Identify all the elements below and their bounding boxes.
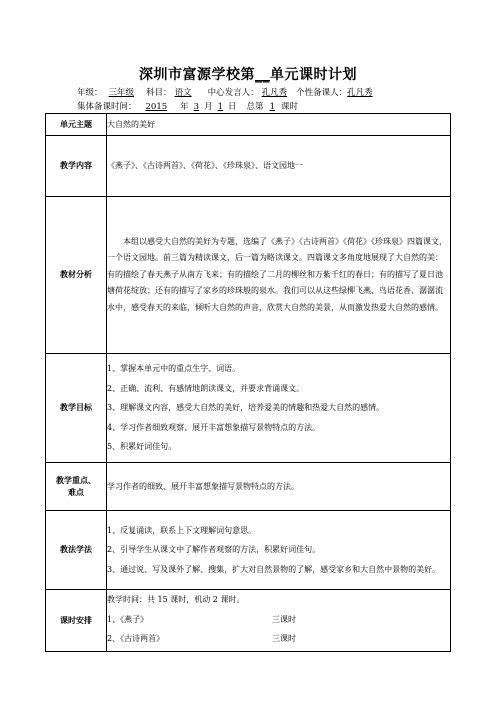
goal-item: 3、理解课文内容，感受大自然的美好，培养爱美的情趣和热爱大自然的感情。 xyxy=(107,403,385,413)
method-item: 1、反复诵读，联系上下文理解词句意思。 xyxy=(107,525,257,535)
year-value: 2015 xyxy=(145,102,168,112)
focus-label-line-2: 难点 xyxy=(68,487,84,497)
analysis-label: 教材分析 xyxy=(46,197,107,354)
preparer-label: 个性备课人： xyxy=(296,88,348,98)
day-value: 1 xyxy=(217,102,224,112)
subject-value: 语文 xyxy=(174,88,192,98)
speaker-label: 中心发言人： xyxy=(207,88,259,98)
time-label: 集体备课时间： xyxy=(77,102,137,112)
total-unit: 课时 xyxy=(280,102,298,112)
schedule-label: 课时安排 xyxy=(46,590,107,652)
title-prefix: 深圳市富源学校第 xyxy=(139,67,255,83)
schedule-intro: 教学时间：共 15 课时，机动 2 课时。 xyxy=(107,595,245,604)
row-goals xyxy=(46,354,451,463)
row-content xyxy=(46,136,451,197)
analysis-paragraph: 本组以感受大自然的美好为专题，选编了《燕子》《古诗两首》《荷花》《珍珠泉》四篇课文，一个语文园地。前三篇为精读课文，后一篇为略读课文。四篇课文多角度地展现了大自然的美：有的描绘了春天燕子从南方飞来；有的描绘了二月的柳丝和万紫千红的春日；有的描写了夏日池塘荷花绽放；还有的描写了家乡的珍珠般的泉水。我们可以从这些绿柳飞燕、鸟语花香、潺潺流水中，感受春天的来临，倾听大自然的声音，欣赏大自然的美景，从而激发热爱大自然的感情。 xyxy=(107,236,447,312)
schedule-item-name: 2、《古诗两首》 xyxy=(107,634,165,643)
focus-label-line-1: 教学重点、 xyxy=(56,475,96,485)
title-unit-number: __ xyxy=(255,67,270,83)
row-theme xyxy=(46,114,451,136)
grade-label: 年级： xyxy=(77,88,103,98)
total-label: 总第 xyxy=(246,102,264,112)
schedule-item xyxy=(107,610,450,630)
year-unit: 年 xyxy=(180,102,189,112)
goals-label: 教学目标 xyxy=(46,354,107,463)
schedule-item-hours: 三课时 xyxy=(272,614,296,624)
goal-item: 1、掌握本单元中的重点生字、词语。 xyxy=(107,364,241,374)
methods-value xyxy=(107,511,451,590)
goal-item: 5、积累好词佳句。 xyxy=(107,442,177,452)
header-info-line-2 xyxy=(77,100,298,112)
grade-value: 三年级 xyxy=(108,88,135,98)
lesson-plan-table xyxy=(45,113,451,652)
day-unit: 日 xyxy=(228,102,237,112)
theme-label: 单元主题 xyxy=(46,114,107,136)
page-title xyxy=(0,64,496,84)
theme-value: 大自然的美好 xyxy=(107,114,451,136)
preparer-value: 孔凡秀 xyxy=(347,88,373,98)
goal-item: 4、学习作者细致观察、展开丰富想象描写景物特点的方法。 xyxy=(107,422,321,432)
content-value: 《燕子》、《古诗两首》、《荷花》、《珍珠泉》、语文园地一 xyxy=(107,136,451,197)
focus-value: 学习作者的细致、展开丰富想象描写景物特点的方法。 xyxy=(107,463,451,511)
row-schedule xyxy=(46,590,451,652)
schedule-item-hours: 三课时 xyxy=(272,634,296,643)
row-focus xyxy=(46,463,451,511)
month-value: 3 xyxy=(193,102,200,112)
goals-value xyxy=(107,354,451,463)
schedule-item-name: 1、《燕子》 xyxy=(107,614,149,624)
methods-label: 教法学法 xyxy=(46,511,107,590)
analysis-value xyxy=(107,197,451,354)
schedule-item xyxy=(107,629,450,649)
content-label: 教学内容 xyxy=(46,136,107,197)
goal-item: 2、正确、流利、有感情地朗读课文，并要求背诵课文。 xyxy=(107,383,305,393)
total-value: 1 xyxy=(269,102,275,112)
focus-label xyxy=(46,463,107,511)
title-suffix: 单元课时计划 xyxy=(270,67,357,83)
month-unit: 月 xyxy=(204,102,213,112)
speaker-value: 孔凡秀 xyxy=(261,88,288,98)
row-methods xyxy=(46,511,451,590)
schedule-value xyxy=(107,590,451,652)
row-analysis xyxy=(46,197,451,354)
method-item: 3、通过说、写及课外了解、搜集，扩大对自然景物的了解，感受家乡和大自然中景物的美好。 xyxy=(107,564,441,574)
header-info-line-1 xyxy=(77,86,373,98)
subject-label: 科目： xyxy=(146,88,172,98)
method-item: 2、引导学生从课文中了解作者观察的方法，积累好词佳句。 xyxy=(107,545,321,555)
